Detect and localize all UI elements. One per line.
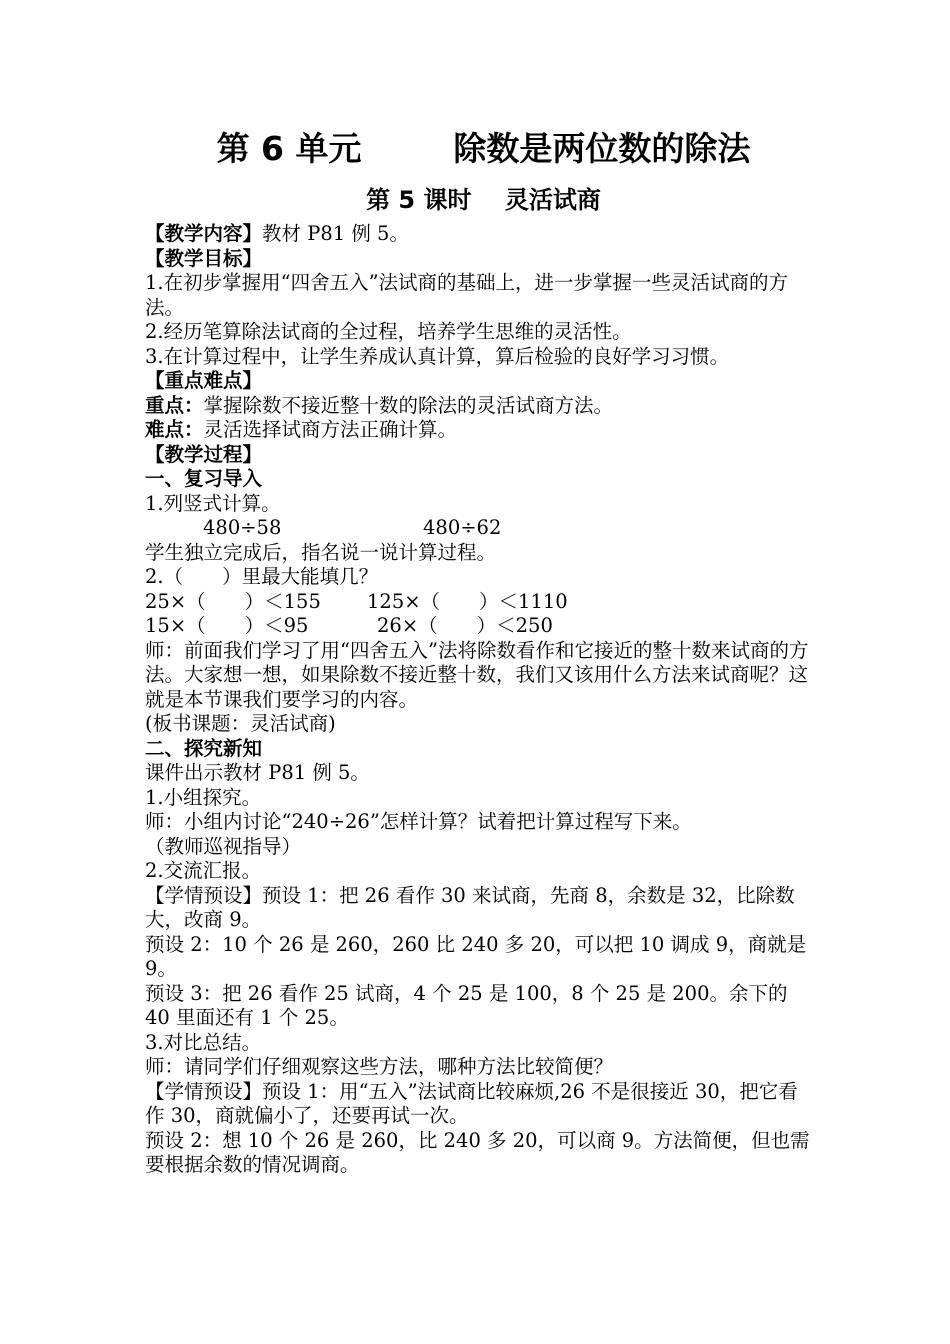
calc-b: 480÷62 [423,516,502,539]
fill-row-2 [145,614,810,639]
teacher-discuss-text: 师：小组内讨论“240÷26”怎样计算？试着把计算过程写下来。 [145,810,692,833]
difficulty-label: 难点： [145,418,204,441]
process-label: 【教学过程】 [145,442,263,466]
fill-d: 26×（ ）＜250 [377,614,553,637]
difficulty-line [145,418,810,443]
difficulty-text: 灵活选择试商方法正确计算。 [203,418,458,441]
section1-heading: 一、复习导入 [145,467,263,490]
teacher-intro-text: 师：前面我们学习了用“四舍五入”法将除数看作和它接近的整十数来试商的方法。大家想一想，如果除数不接近整十数，我们又该用什么方法来试商呢？这就是本节课我们要学习的内容。 [145,638,809,711]
goal-item: 3.在计算过程中，让学生养成认真计算，算后检验的良好学习习惯。 [145,344,730,368]
goal-item: 2.经历笔算除法试商的全过程，培养学生思维的灵活性。 [145,320,632,343]
fill-c: 15×（ ）＜95 [145,614,309,637]
explore-item-1: 1.小组探究。 [145,785,262,809]
fill-a: 25×（ ）＜155 [145,589,321,613]
content-label: 【教学内容】 [145,222,263,245]
explore-item-3: 3.对比总结。 [145,1030,262,1054]
explore-item-2: 2.交流汇报。 [145,859,262,882]
lesson-page [145,120,810,1178]
fill-row-1 [145,590,810,615]
summary-2-text: 预设 2：想 10 个 26 是 260，比 240 多 20，可以商 9。方法简便，但也需要根据余数的情况调商。 [145,1128,810,1176]
key-text: 掌握除数不接近整十数的除法的灵活试商方法。 [203,393,614,417]
key-line [145,394,810,419]
review-item-1: 1.列竖式计算。 [145,491,281,515]
courseware-text: 课件出示教材 P81 例 5。 [145,761,370,784]
goal-item: 1.在初步掌握用“四舍五入”法试商的基础上，进一步掌握一些灵活试商的方法。 [145,271,789,319]
preset-3-text: 预设 3：把 26 看作 25 试商，4 个 25 是 100，8 个 25 是 200。余下的 40 里面还有 1 个 25。 [145,981,788,1029]
unit-title: 第 6 单元 除数是两位数的除法 [216,129,751,168]
summary-1-text: 【学情预设】预设 1：用“五入”法试商比较麻烦,26 不是很接近 30，把它看作 30，商就偏小了，还要再试一次。 [145,1079,798,1127]
calc-a: 480÷58 [203,516,282,539]
board-topic-text: (板书课题：灵活试商) [145,712,336,735]
fill-b: 125×（ ）＜1110 [367,589,568,613]
content-line [145,222,810,247]
content-text: 教材 P81 例 5。 [262,222,409,245]
goals-label: 【教学目标】 [145,246,263,270]
guide-text: （教师巡视指导） [145,834,302,858]
section2-heading: 二、探究新知 [145,736,263,760]
teacher-compare-text: 师：请同学们仔细观察这些方法，哪种方法比较简便？ [145,1055,614,1078]
key-label: 重点： [145,393,204,417]
keypoints-label: 【重点难点】 [145,369,263,392]
calc-row [145,516,810,541]
after-calc-text: 学生独立完成后，指名说一说计算过程。 [145,540,497,564]
lesson-subtitle: 第 5 课时 灵活试商 [366,186,601,214]
review-item-2: 2.（ ）里最大能填几？ [145,565,379,588]
preset-2-text: 预设 2：10 个 26 是 260，260 比 240 多 20，可以把 10 调成 9，商就是 9。 [145,932,807,980]
preset-1-text: 【学情预设】预设 1：把 26 看作 30 来试商，先商 8，余数是 32，比除数大，改商 9。 [145,883,795,931]
